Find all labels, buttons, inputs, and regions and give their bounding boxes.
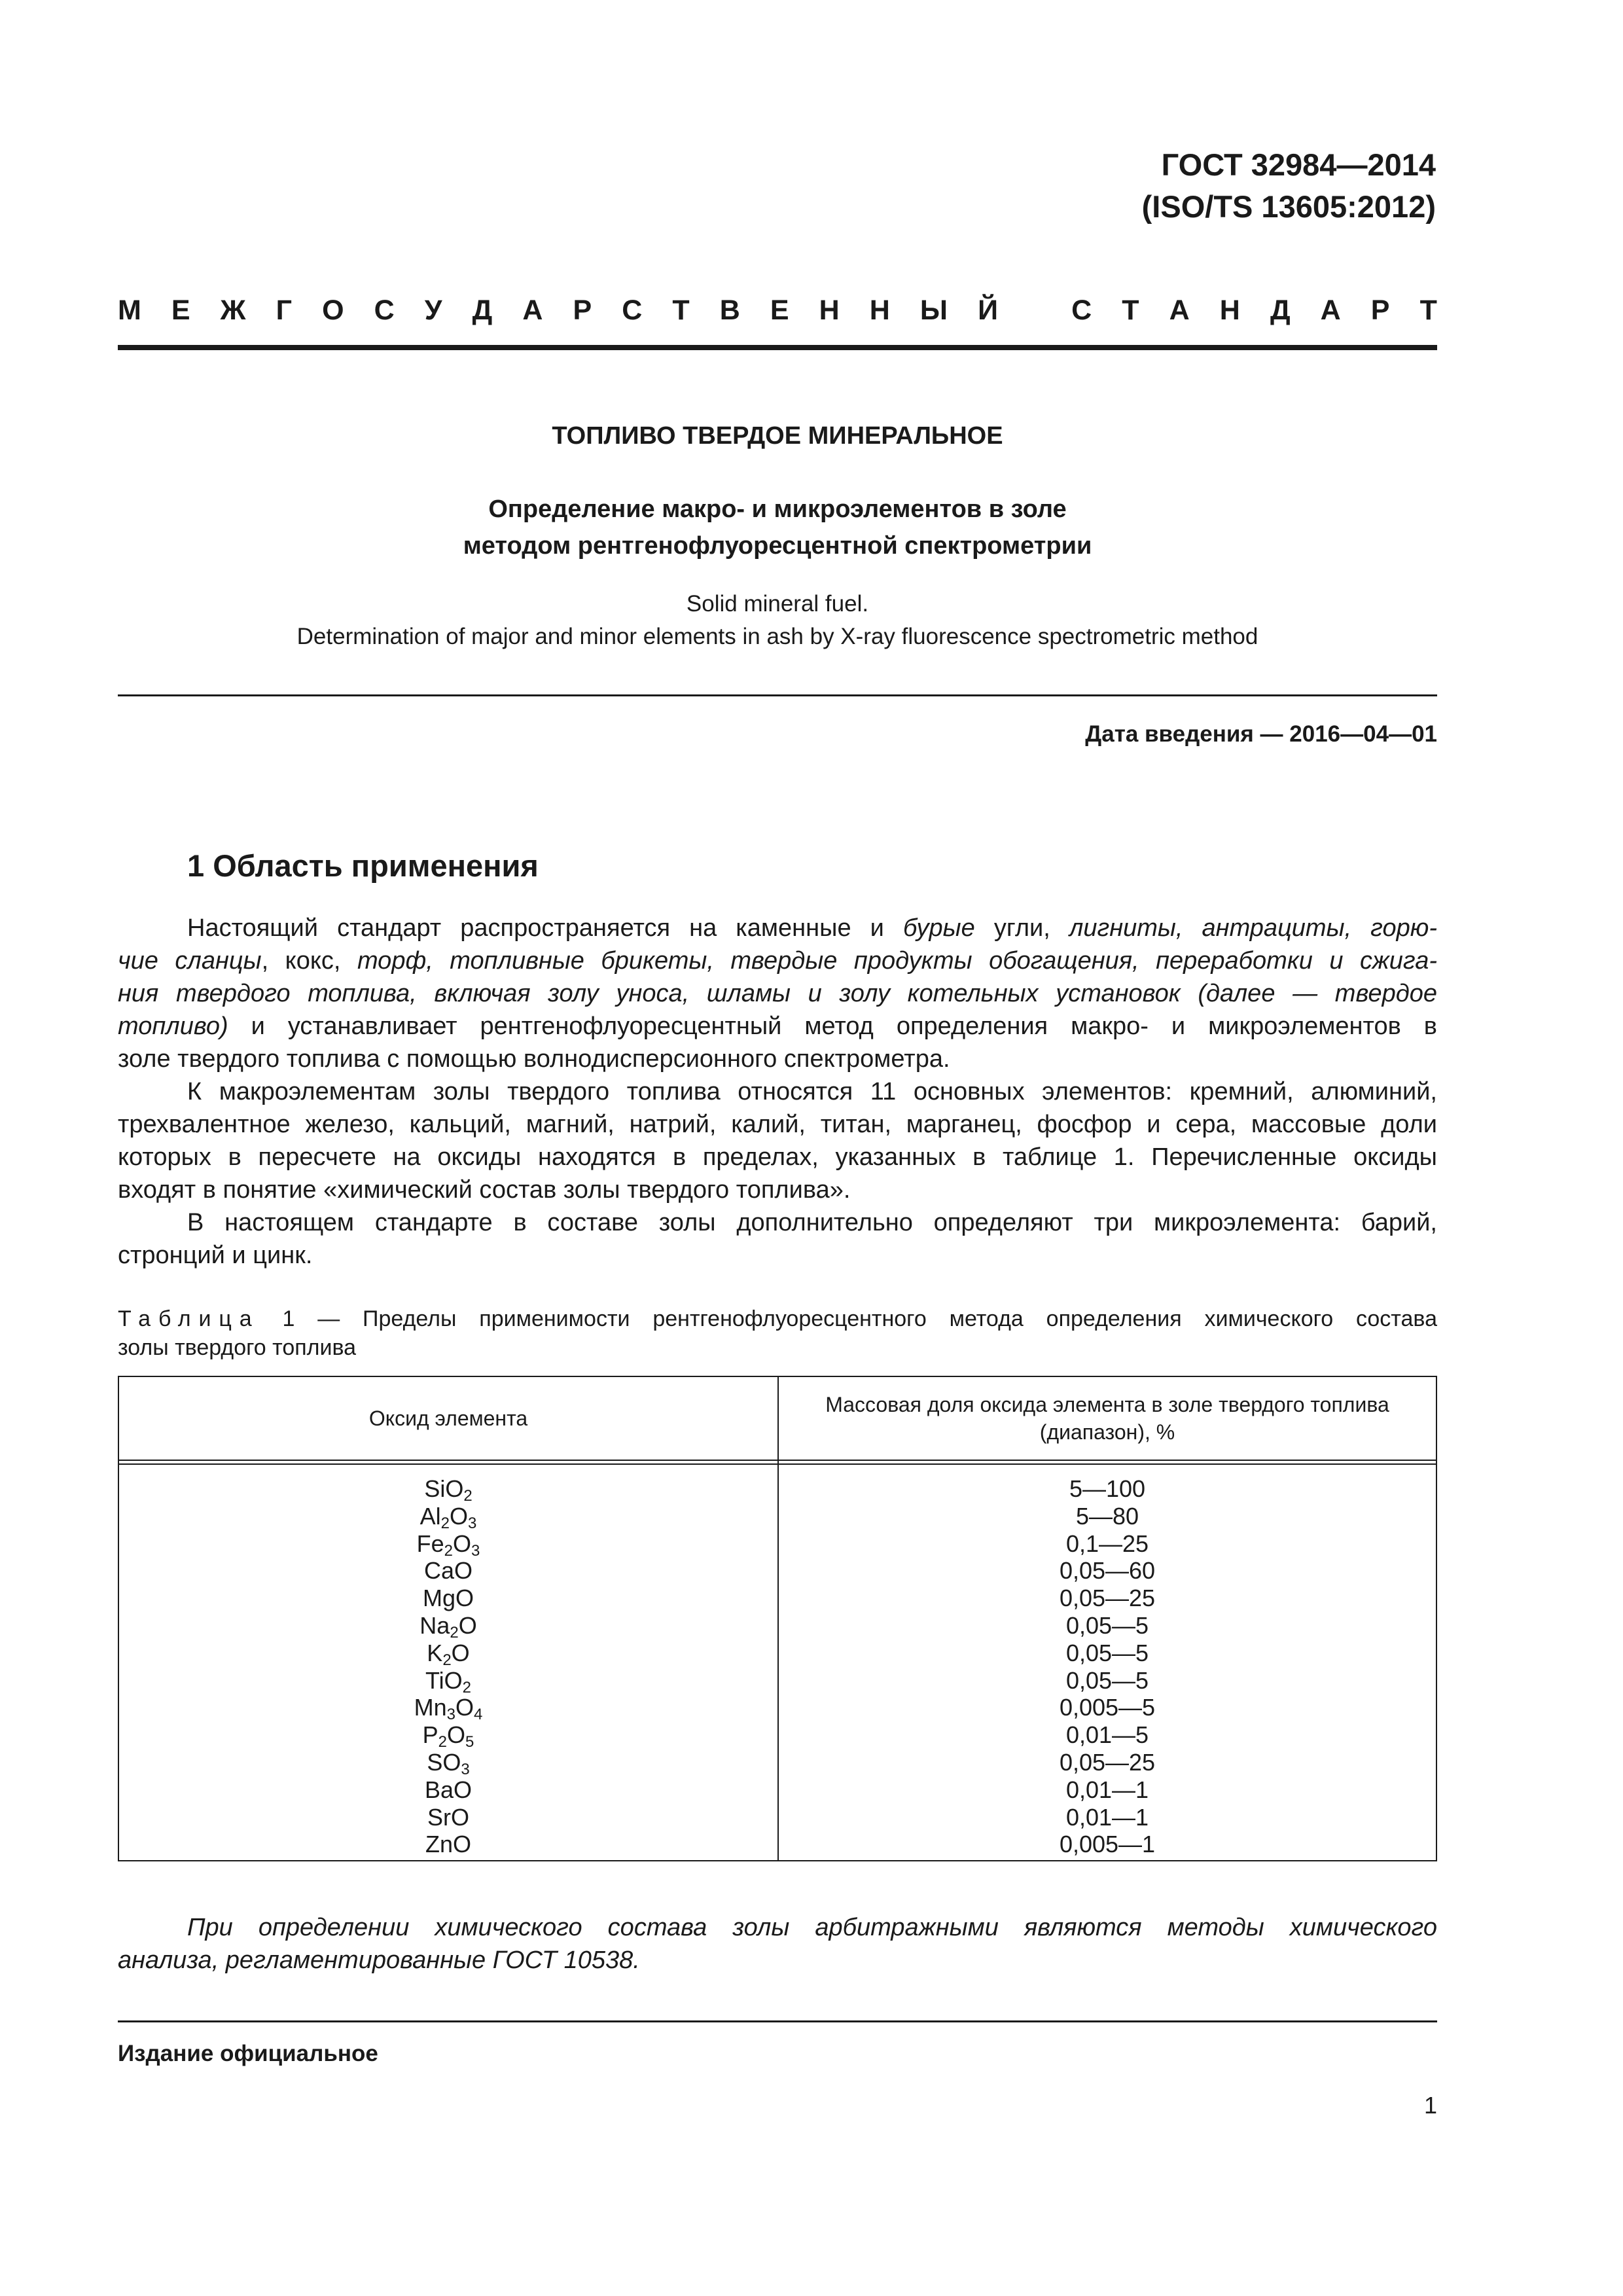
banner-letter: Т bbox=[672, 295, 690, 326]
banner-letter: Е bbox=[171, 295, 190, 326]
subtitle-line: методом рентгенофлуоресцентной спектрометрии bbox=[463, 532, 1092, 560]
text-line: чие сланцы, кокс, торф, топливные брикеты, твердые продукты обогащения, переработки и сжига- bbox=[118, 947, 1437, 975]
banner-letter: Р bbox=[573, 295, 592, 326]
oxide-formula: $Mn_3O_4$ bbox=[414, 1694, 483, 1724]
text-line: которых в пересчете на оксиды находятся в пределах, указанных в таблице 1. Перечисленные оксиды bbox=[118, 1143, 1437, 1171]
text-line: топливо) и устанавливает рентгенофлуоресцентный метод определения макро- и микроэлементов в bbox=[118, 1013, 1437, 1040]
page-number: 1 bbox=[1423, 2092, 1437, 2119]
caption-line: золы твердого топлива bbox=[118, 1335, 357, 1360]
banner-letter: Р bbox=[1370, 295, 1390, 326]
oxide-formula: BaO bbox=[424, 1776, 473, 1803]
oxide-column bbox=[119, 1475, 777, 1858]
banner-letter: Т bbox=[1419, 295, 1437, 326]
table-header-rule bbox=[119, 1460, 1436, 1461]
text-line: трехвалентное железо, кальций, магний, натрий, калий, титан, марганец, фосфор и сера, массовые доли bbox=[118, 1111, 1437, 1138]
footer-rule bbox=[118, 2020, 1437, 2022]
oxide-formula: ZnO bbox=[425, 1831, 471, 1858]
banner-letter: А bbox=[522, 295, 543, 326]
banner-letter: Ж bbox=[220, 295, 246, 326]
banner-letter: Г bbox=[276, 295, 293, 326]
banner-letter: М bbox=[118, 295, 141, 326]
official-edition-label: Издание официальное bbox=[118, 2041, 378, 2066]
introduction-date: Дата введения — 2016—04—01 bbox=[1085, 721, 1437, 747]
oxide-formula: $Al_2O_3$ bbox=[419, 1502, 477, 1532]
oxide-formula: TiO$_2$ bbox=[425, 1666, 471, 1696]
banner-letter: С bbox=[374, 295, 395, 326]
oxide-formula: $K_2O$ bbox=[427, 1639, 470, 1669]
mass-fraction-range: 0,05—60 bbox=[1059, 1557, 1156, 1585]
oxide-formula: MgO bbox=[422, 1585, 474, 1612]
oxide-formula: $SO_3$ bbox=[427, 1748, 470, 1778]
mass-fraction-range: 0,01—1 bbox=[1065, 1776, 1149, 1803]
english-title-line: Solid mineral fuel. bbox=[686, 591, 869, 617]
banner-letter: Н bbox=[819, 295, 840, 326]
text-line: При определении химического состава золы арбитражными являются методы химического bbox=[187, 1914, 1437, 1941]
header-rule bbox=[118, 345, 1437, 350]
mass-fraction-range: 0,05—5 bbox=[1065, 1611, 1149, 1639]
gost-number: ГОСТ 32984—2014 bbox=[1161, 147, 1436, 182]
section-heading: 1 Область применения bbox=[187, 848, 539, 883]
banner-letter: О bbox=[322, 295, 344, 326]
text-line: Настоящий стандарт распространяется на каменные и бурые угли, лигниты, антрациты, горю- bbox=[187, 914, 1437, 942]
text-line: стронций и цинк. bbox=[118, 1242, 313, 1269]
oxide-formula: $Fe_2O_3$ bbox=[416, 1530, 480, 1560]
mass-fraction-range: 0,1—25 bbox=[1065, 1530, 1149, 1557]
document-subtitle bbox=[118, 491, 1437, 564]
oxide-formula: SiO$_2$ bbox=[424, 1475, 473, 1505]
banner-letter: Н bbox=[1219, 295, 1240, 326]
mass-fraction-range: 5—100 bbox=[1069, 1475, 1146, 1502]
text-line: В настоящем стандарте в составе золы дополнительно определяют три микроэлемента: барий, bbox=[187, 1209, 1437, 1236]
banner-letter: Ы bbox=[919, 295, 948, 326]
paragraph-microelements bbox=[118, 1206, 1437, 1272]
banner-letter: Д bbox=[472, 295, 493, 326]
mass-fraction-range: 0,05—5 bbox=[1065, 1666, 1149, 1694]
column-header-mass-fraction: Массовая доля оксида элемента в золе твердого топлива (диапазон), % bbox=[825, 1393, 1389, 1444]
table-header-rule bbox=[119, 1463, 1436, 1465]
oxide-formula: CaO bbox=[423, 1557, 473, 1585]
text-line: золе твердого топлива с помощью волнодисперсионного спектрометра. bbox=[118, 1045, 950, 1073]
oxide-range-table bbox=[118, 1376, 1437, 1861]
banner-letter: Т bbox=[1122, 295, 1139, 326]
column-header-oxide: Оксид элемента bbox=[368, 1407, 528, 1430]
mass-fraction-range: 0,01—1 bbox=[1065, 1803, 1149, 1831]
title-rule bbox=[118, 694, 1437, 696]
paragraph-scope bbox=[118, 912, 1437, 1075]
subtitle-line: Определение макро- и микроэлементов в золе bbox=[488, 495, 1067, 523]
mass-fraction-range: 0,05—5 bbox=[1065, 1639, 1149, 1666]
text-line: ния твердого топлива, включая золу уноса, шламы и золу котельных установок (далее — твердое bbox=[118, 980, 1437, 1007]
banner-letter: Й bbox=[978, 295, 998, 326]
caption-label: Таблица bbox=[118, 1306, 260, 1331]
banner-letter: А bbox=[1320, 295, 1341, 326]
banner-letter: У bbox=[424, 295, 442, 326]
mass-fraction-range: 0,005—5 bbox=[1059, 1694, 1156, 1721]
document-code bbox=[916, 144, 1436, 228]
english-title-line: Determination of major and minor elements in ash by X-ray fluorescence spectrometric method bbox=[296, 624, 1258, 649]
banner-letter: А bbox=[1169, 295, 1190, 326]
text-line: К макроэлементам золы твердого топлива относятся 11 основных элементов: кремний, алюминий, bbox=[187, 1078, 1437, 1105]
mass-fraction-range: 0,01—5 bbox=[1065, 1721, 1149, 1749]
mass-fraction-range: 0,005—1 bbox=[1059, 1831, 1156, 1858]
document-title: ТОПЛИВО ТВЕРДОЕ МИНЕРАЛЬНОЕ bbox=[552, 422, 1003, 450]
oxide-formula: $Na_2O$ bbox=[419, 1611, 477, 1641]
interstate-standard-banner bbox=[118, 295, 1437, 327]
mass-fraction-range: 5—80 bbox=[1075, 1502, 1139, 1530]
arbitration-note bbox=[118, 1911, 1437, 1977]
english-title bbox=[118, 588, 1437, 653]
table-caption bbox=[118, 1304, 1437, 1362]
banner-letter: Е bbox=[770, 295, 789, 326]
mass-fraction-range: 0,05—25 bbox=[1059, 1748, 1156, 1776]
banner-letter: Н bbox=[869, 295, 890, 326]
mass-fraction-column bbox=[779, 1475, 1436, 1858]
banner-letter: С bbox=[1071, 295, 1092, 326]
oxide-formula: $P_2O_5$ bbox=[422, 1721, 474, 1751]
iso-number: (ISO/TS 13605:2012) bbox=[1141, 189, 1436, 224]
banner-gap bbox=[1028, 295, 1041, 327]
banner-letter: В bbox=[719, 295, 740, 326]
banner-letter: Д bbox=[1270, 295, 1291, 326]
paragraph-macroelements bbox=[118, 1075, 1437, 1206]
caption-line: Таблица 1 — Пределы применимости рентгенофлуоресцентного метода определения химического состава bbox=[118, 1306, 1437, 1331]
mass-fraction-range: 0,05—25 bbox=[1059, 1585, 1156, 1612]
text-line: анализа, регламентированные ГОСТ 10538. bbox=[118, 1946, 640, 1974]
oxide-formula: SrO bbox=[427, 1803, 469, 1831]
text-line: входят в понятие «химический состав золы твердого топлива». bbox=[118, 1176, 851, 1204]
banner-letter: С bbox=[622, 295, 643, 326]
